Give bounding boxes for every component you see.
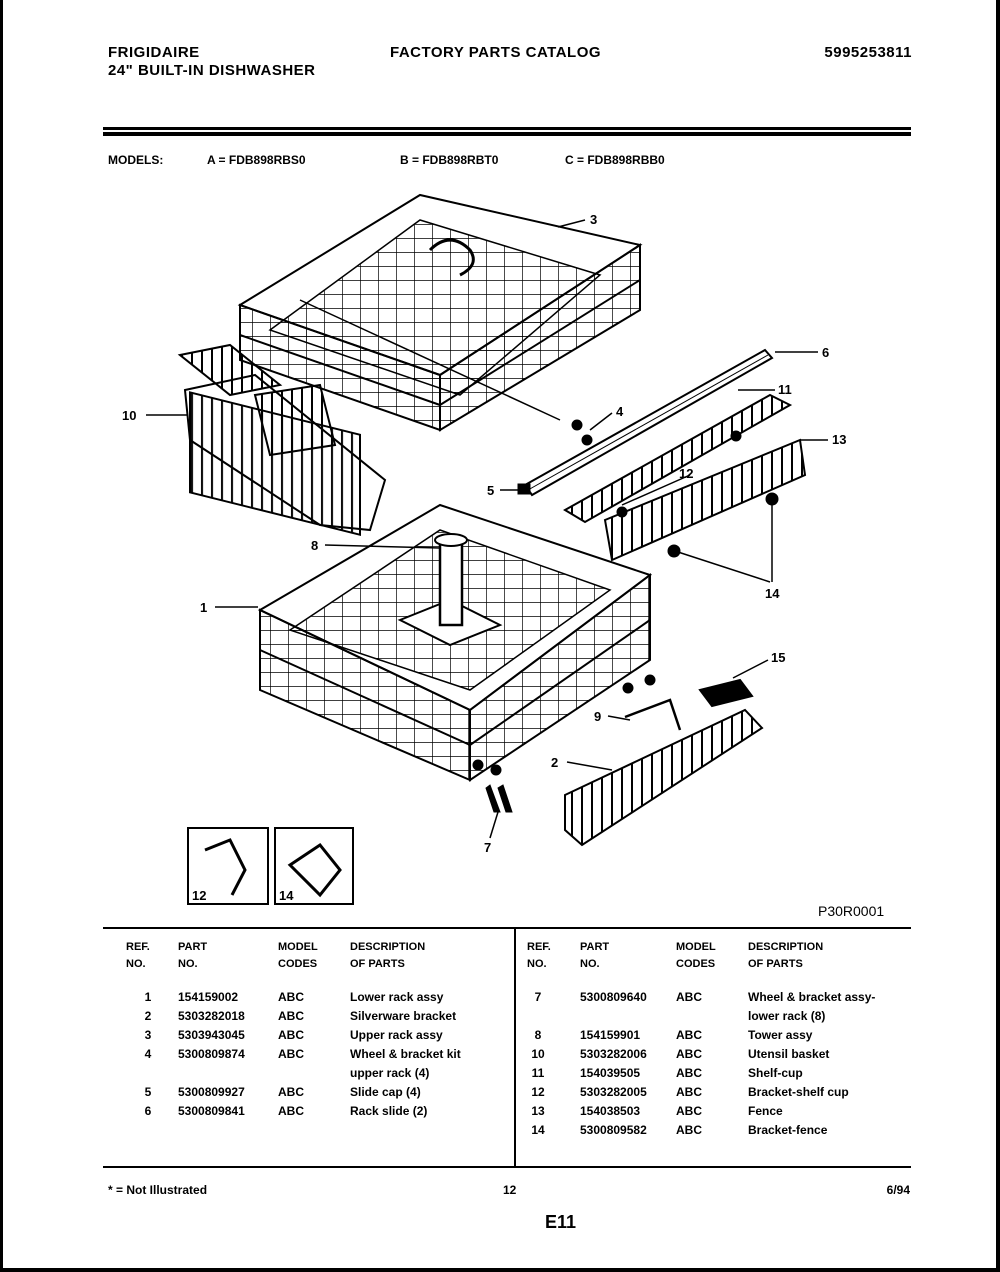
ref-number: 11 bbox=[531, 1066, 545, 1080]
part-description: Bracket-fence bbox=[748, 1123, 828, 1137]
page-border-bottom bbox=[0, 1268, 1000, 1272]
document-number: 5995253811 bbox=[824, 44, 912, 61]
part-description: Shelf-cup bbox=[748, 1066, 803, 1080]
ref-number: 13 bbox=[531, 1104, 545, 1118]
callout-2: 2 bbox=[551, 755, 559, 770]
model-codes: ABC bbox=[278, 1047, 304, 1061]
page-border-right bbox=[996, 0, 1000, 1272]
part-description: Tower assy bbox=[748, 1028, 813, 1042]
callout-3: 3 bbox=[590, 212, 598, 227]
part-description: Utensil basket bbox=[748, 1047, 830, 1061]
part-description: Slide cap (4) bbox=[350, 1085, 421, 1099]
right-header-ref: REF. NO. bbox=[527, 941, 551, 970]
table-bottom-rule bbox=[103, 1166, 911, 1168]
part-description: Rack slide (2) bbox=[350, 1104, 428, 1118]
model-codes: ABC bbox=[676, 1047, 702, 1061]
part-number: 5300809640 bbox=[580, 990, 647, 1004]
ref-number: 14 bbox=[531, 1123, 545, 1137]
part-description: Silverware bracket bbox=[350, 1009, 457, 1023]
silverware-basket bbox=[565, 680, 762, 845]
models-label: MODELS: bbox=[108, 153, 164, 167]
model-codes: ABC bbox=[278, 1009, 304, 1023]
detail-box-14 bbox=[275, 828, 353, 904]
page-number: 12 bbox=[503, 1183, 517, 1197]
callout-8: 8 bbox=[311, 538, 319, 553]
header-rule bbox=[103, 127, 911, 136]
model-codes: ABC bbox=[278, 990, 304, 1004]
lower-rack bbox=[260, 505, 650, 780]
callout-11: 11 bbox=[778, 382, 792, 397]
callout-6: 6 bbox=[822, 345, 830, 360]
ref-number: 6 bbox=[144, 1104, 152, 1118]
part-number: 154159901 bbox=[580, 1028, 641, 1042]
part-number: 5300809582 bbox=[580, 1123, 647, 1137]
model-codes: ABC bbox=[676, 1104, 702, 1118]
part-number: 5300809841 bbox=[178, 1104, 245, 1118]
model-codes: ABC bbox=[676, 1028, 702, 1042]
ref-number: 4 bbox=[144, 1047, 152, 1061]
ref-number: 1 bbox=[144, 990, 152, 1004]
model-codes: ABC bbox=[278, 1104, 304, 1118]
ref-number: 7 bbox=[534, 990, 542, 1004]
catalog-title: FACTORY PARTS CATALOG bbox=[390, 44, 602, 61]
part-description: Fence bbox=[748, 1104, 783, 1118]
right-header-desc: DESCRIPTION OF PARTS bbox=[748, 941, 824, 970]
part-number: 154039505 bbox=[580, 1066, 641, 1080]
part-description: Lower rack assy bbox=[350, 990, 444, 1004]
model-a: A = FDB898RBS0 bbox=[207, 153, 306, 167]
figure-code: P30R0001 bbox=[818, 903, 885, 919]
part-number: 5303282005 bbox=[580, 1085, 647, 1099]
table-column-divider bbox=[514, 929, 516, 1166]
part-number: 5300809927 bbox=[178, 1085, 245, 1099]
model-b: B = FDB898RBT0 bbox=[400, 153, 499, 167]
part-description: Bracket-shelf cup bbox=[748, 1085, 849, 1099]
ref-number: 3 bbox=[144, 1028, 152, 1042]
right-header-part: PART NO. bbox=[580, 941, 610, 970]
part-number: 5303282018 bbox=[178, 1009, 245, 1023]
model-codes: ABC bbox=[278, 1028, 304, 1042]
left-header-ref: REF. NO. bbox=[126, 941, 150, 970]
model-codes: ABC bbox=[676, 1123, 702, 1137]
callout-12: 12 bbox=[679, 466, 694, 481]
callout-9: 9 bbox=[594, 709, 602, 724]
callout-10: 10 bbox=[122, 408, 137, 423]
part-number: 154038503 bbox=[580, 1104, 641, 1118]
silverware-bracket bbox=[625, 700, 680, 730]
ref-number: 2 bbox=[144, 1009, 152, 1023]
exploded-parts-diagram bbox=[100, 175, 920, 919]
left-header-desc: DESCRIPTION OF PARTS bbox=[350, 941, 426, 970]
model-codes: ABC bbox=[278, 1085, 304, 1099]
callout-1: 1 bbox=[200, 600, 208, 615]
model-codes: ABC bbox=[676, 1066, 702, 1080]
left-header-part: PART NO. bbox=[178, 941, 208, 970]
part-description: Wheel & bracket kit bbox=[350, 1047, 461, 1061]
part-number: 5303943045 bbox=[178, 1028, 245, 1042]
part-description: Upper rack assy bbox=[350, 1028, 443, 1042]
page-border-left bbox=[0, 0, 3, 1272]
section-code: E11 bbox=[545, 1212, 577, 1232]
callout-14: 14 bbox=[765, 586, 780, 601]
model-codes: ABC bbox=[676, 990, 702, 1004]
callout-15: 15 bbox=[771, 650, 786, 665]
right-header-codes: MODEL CODES bbox=[676, 941, 716, 970]
revision-date: 6/94 bbox=[886, 1183, 910, 1197]
ref-number: 12 bbox=[531, 1085, 545, 1099]
left-header-codes: MODEL CODES bbox=[278, 941, 318, 970]
callout-7: 7 bbox=[484, 840, 492, 855]
detail-box-12 bbox=[188, 828, 268, 904]
part-description: Wheel & bracket assy- bbox=[748, 990, 876, 1004]
callout-5: 5 bbox=[487, 483, 495, 498]
detail-label-14: 14 bbox=[279, 888, 294, 903]
part-number: 5303282006 bbox=[580, 1047, 647, 1061]
not-illustrated-note: * = Not Illustrated bbox=[108, 1183, 208, 1197]
table-top-rule bbox=[103, 927, 911, 929]
part-number: 5300809874 bbox=[178, 1047, 245, 1061]
product-name: 24" BUILT-IN DISHWASHER bbox=[108, 62, 316, 79]
part-description: lower rack (8) bbox=[748, 1009, 826, 1023]
callout-4: 4 bbox=[616, 404, 624, 419]
ref-number: 8 bbox=[534, 1028, 542, 1042]
detail-label-12: 12 bbox=[192, 888, 207, 903]
ref-number: 5 bbox=[144, 1085, 152, 1099]
part-number: 154159002 bbox=[178, 990, 239, 1004]
brand-name: FRIGIDAIRE bbox=[108, 44, 200, 61]
callout-13: 13 bbox=[832, 432, 847, 447]
part-description: upper rack (4) bbox=[350, 1066, 430, 1080]
model-c: C = FDB898RBB0 bbox=[565, 153, 665, 167]
ref-number: 10 bbox=[531, 1047, 545, 1061]
model-codes: ABC bbox=[676, 1085, 702, 1099]
